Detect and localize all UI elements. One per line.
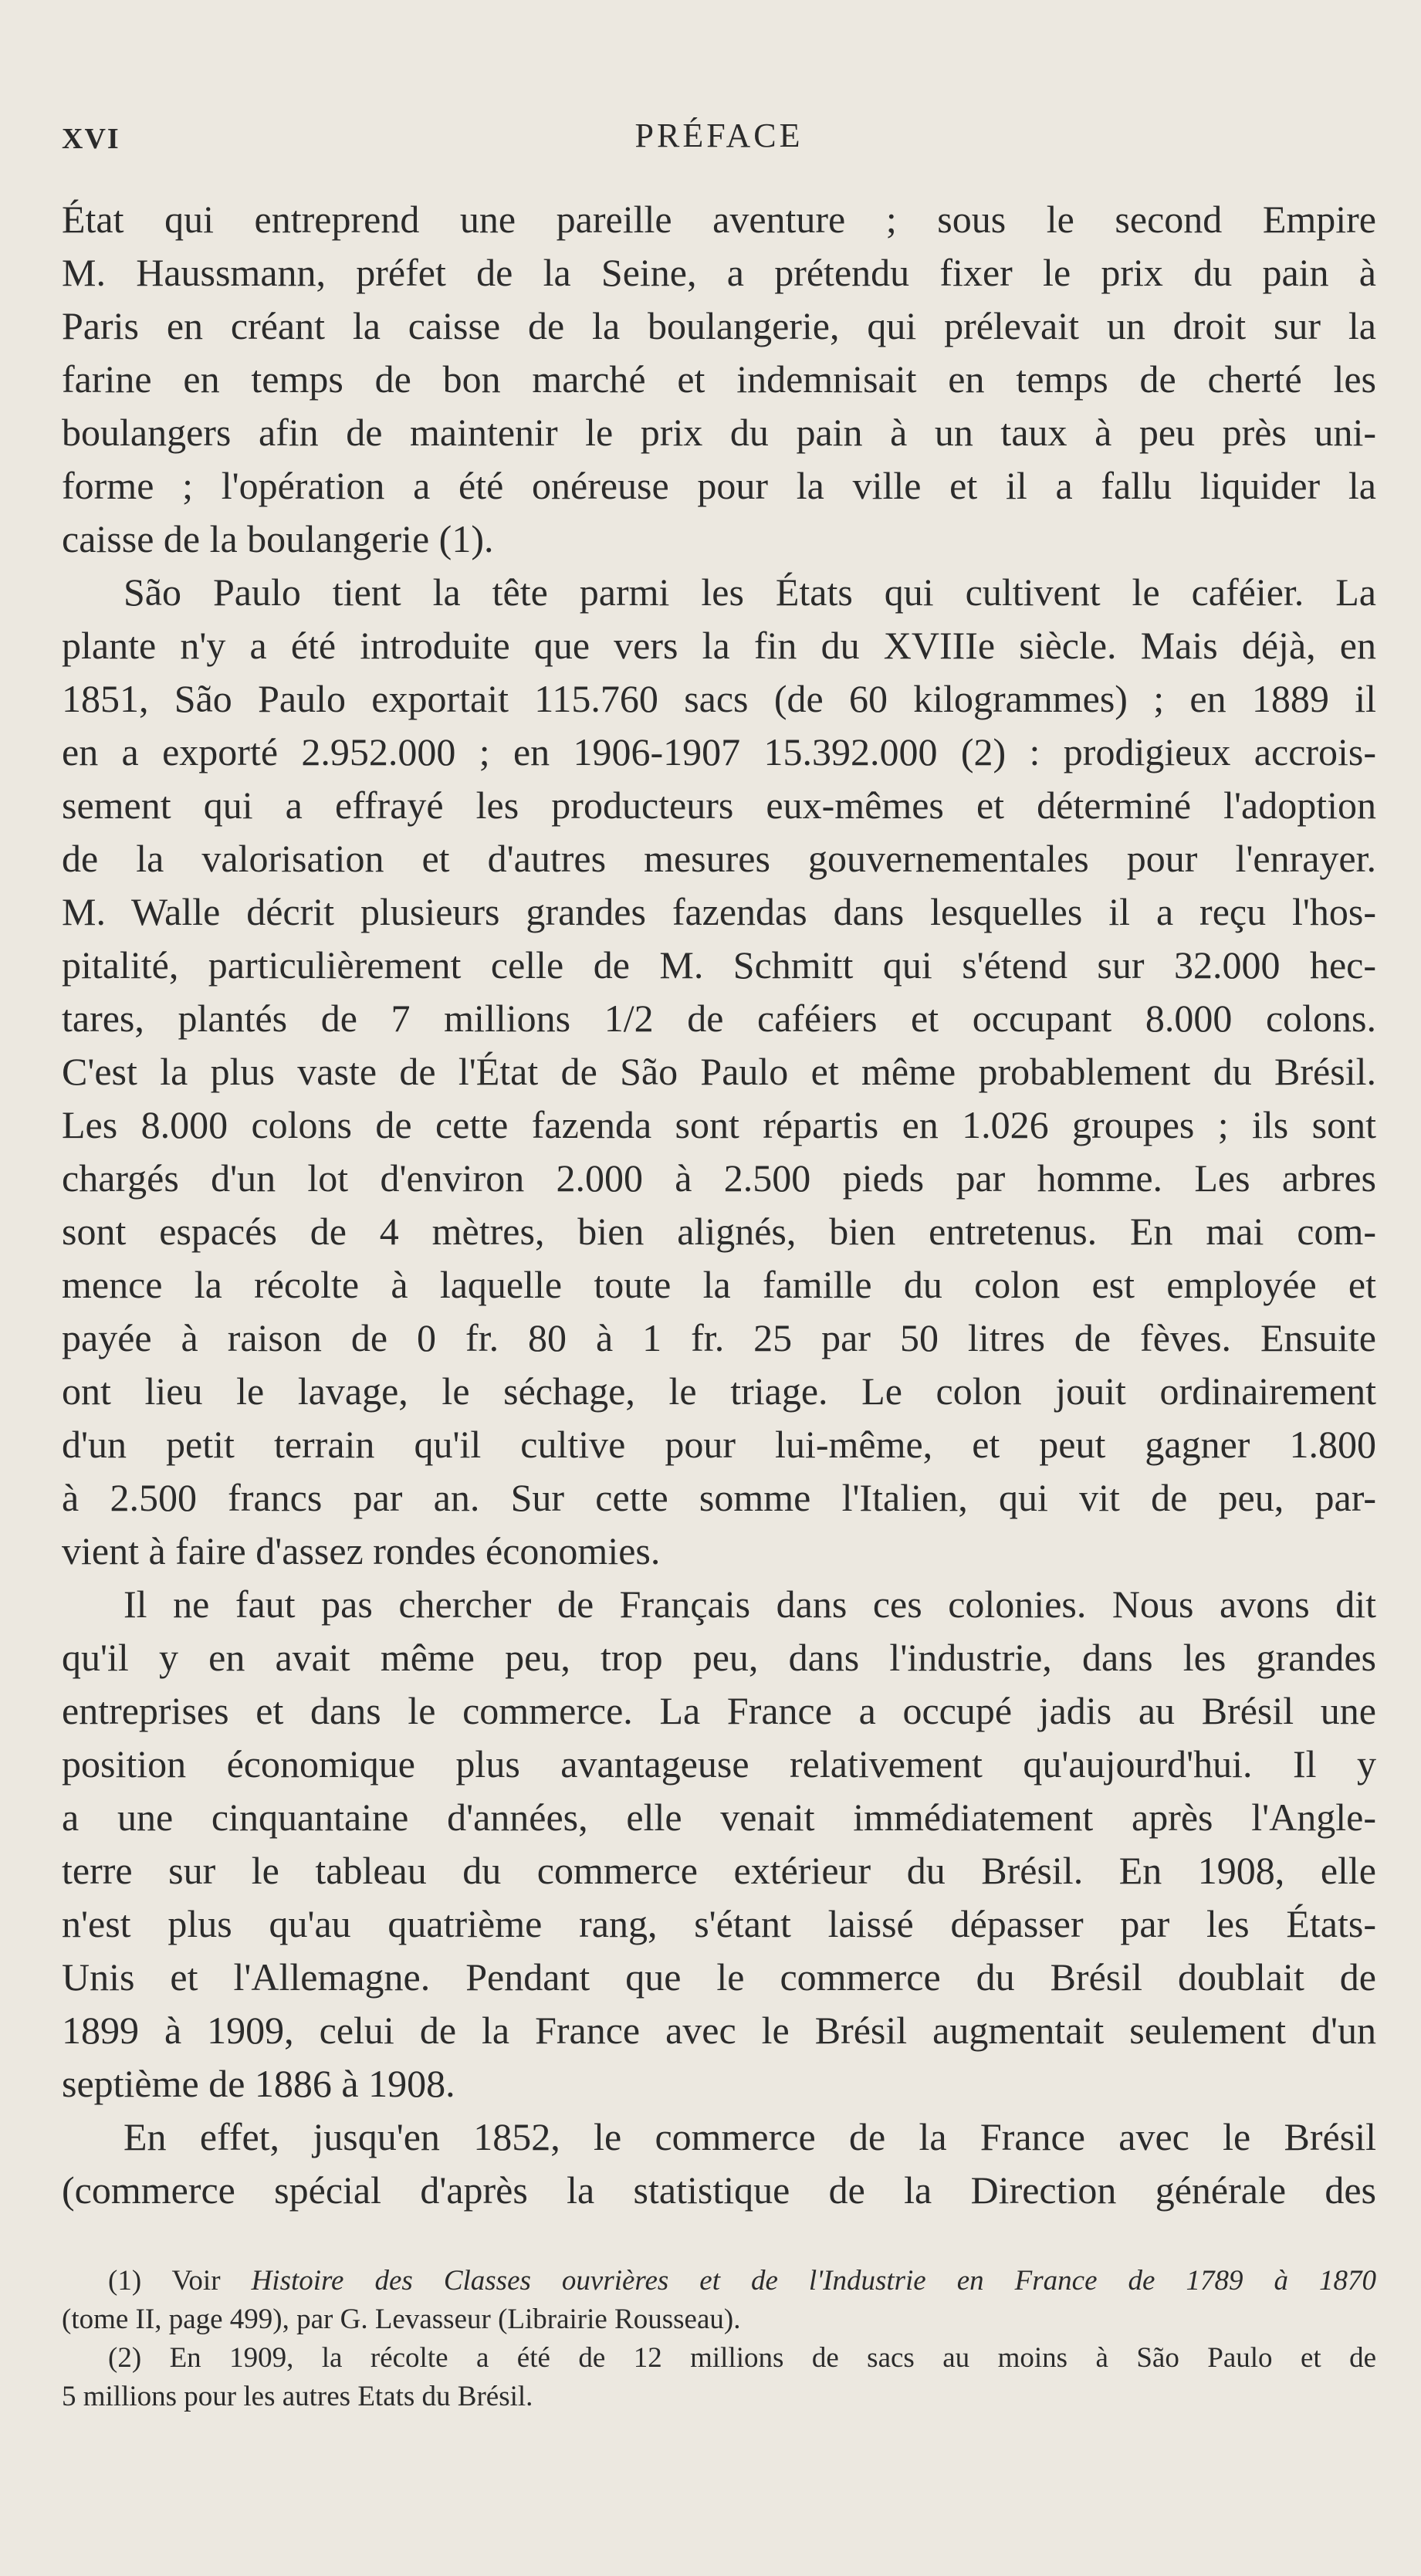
text-line: à 2.500 francs par an. Sur cette somme l'Italien, qui vit de peu, par- [62,1476,1376,1519]
text-line: entreprises et dans le commerce. La France a occupé jadis au Brésil une [62,1689,1376,1732]
text-line: (commerce spécial d'après la statistique de la Direction générale des [62,2168,1376,2212]
text-line: C'est la plus vaste de l'État de São Paulo et même probablement du Brésil. [62,1050,1376,1093]
text-line: n'est plus qu'au quatrième rang, s'étant laissé dépasser par les États- [62,1902,1376,1945]
text-line: septième de 1886 à 1908. [62,2062,455,2105]
text-line: sont espacés de 4 mètres, bien alignés, bien entretenus. En mai com- [62,1210,1376,1253]
footnote-2-line-2: 5 millions pour les autres Etats du Brésil. [62,2381,533,2412]
text-line: sement qui a effrayé les producteurs eux-mêmes et déterminé l'adoption [62,784,1376,827]
text-line: plante n'y a été introduite que vers la fin du XVIIIe siècle. Mais déjà, en [62,624,1376,667]
footnote-2-line-1: (2) En 1909, la récolte a été de 12 millions de sacs au moins à São Paulo et de [108,2342,1376,2374]
text-line: tares, plantés de 7 millions 1/2 de caféiers et occupant 8.000 colons. [62,997,1376,1040]
running-title: PRÉFACE [634,117,804,154]
text-line: position économique plus avantageuse relativement qu'aujourd'hui. Il y [62,1742,1376,1786]
text-line: forme ; l'opération a été onéreuse pour la ville et il a fallu liquider la [62,464,1376,507]
footnote-1-line-1 [62,2262,1376,2300]
text-line: terre sur le tableau du commerce extérieur du Brésil. En 1908, elle [62,1849,1376,1892]
text-line: Les 8.000 colons de cette fazenda sont répartis en 1.026 groupes ; ils sont [62,1103,1376,1146]
text-line: payée à raison de 0 fr. 80 à 1 fr. 25 par 50 litres de fèves. Ensuite [62,1316,1376,1359]
text-line: Il ne faut pas chercher de Français dans ces colonies. Nous avons dit [123,1582,1376,1626]
text-line: M. Haussmann, préfet de la Seine, a prétendu fixer le prix du pain à [62,251,1376,294]
text-line: État qui entreprend une pareille aventure ; sous le second Empire [62,198,1376,241]
text-line: pitalité, particulièrement celle de M. Schmitt qui s'étend sur 32.000 hec- [62,943,1376,987]
footnotes [62,2262,1376,2416]
page-header [62,116,1376,162]
text-line: farine en temps de bon marché et indemnisait en temps de cherté les [62,357,1376,401]
text-line: En effet, jusqu'en 1852, le commerce de la France avec le Brésil [123,2115,1376,2158]
body-text [62,193,1376,2217]
text-line: boulangers afin de maintenir le prix du pain à un taux à peu près uni- [62,411,1376,454]
text-line: caisse de la boulangerie (1). [62,517,494,560]
text-line: de la valorisation et d'autres mesures gouvernementales pour l'enrayer. [62,837,1376,880]
text-line: a une cinquantaine d'années, elle venait immédiatement après l'Angle- [62,1796,1376,1839]
text-line: São Paulo tient la tête parmi les États qui cultivent le caféier. La [123,570,1376,614]
page-number: XVI [62,123,120,155]
text-line: 1899 à 1909, celui de la France avec le Brésil augmentait seulement d'un [62,2009,1376,2052]
text-line: mence la récolte à laquelle toute la famille du colon est employée et [62,1263,1376,1306]
text-line: chargés d'un lot d'environ 2.000 à 2.500 pieds par homme. Les arbres [62,1156,1376,1200]
text-line: 1851, São Paulo exportait 115.760 sacs (de 60 kilogrammes) ; en 1889 il [62,677,1376,720]
footnote-1-title: Histoire des Classes ouvrières et de l'Industrie en France de 1789 à 1870 [251,2265,1376,2297]
text-line: ont lieu le lavage, le séchage, le triage. Le colon jouit ordinairement [62,1369,1376,1413]
text-line: M. Walle décrit plusieurs grandes fazendas dans lesquelles il a reçu l'hos- [62,890,1376,933]
text-line: qu'il y en avait même peu, trop peu, dans l'industrie, dans les grandes [62,1636,1376,1679]
text-line: d'un petit terrain qu'il cultive pour lui-même, et peut gagner 1.800 [62,1423,1376,1466]
text-line: en a exporté 2.952.000 ; en 1906-1907 15.392.000 (2) : prodigieux accrois- [62,730,1376,773]
text-line: Paris en créant la caisse de la boulangerie, qui prélevait un droit sur la [62,304,1376,347]
footnote-1-line-2: (tome II, page 499), par G. Levasseur (Librairie Rousseau). [62,2304,741,2335]
footnote-1-marker: (1) Voir [108,2265,221,2297]
text-line: Unis et l'Allemagne. Pendant que le commerce du Brésil doublait de [62,1955,1376,1999]
text-line: vient à faire d'assez rondes économies. [62,1529,661,1572]
